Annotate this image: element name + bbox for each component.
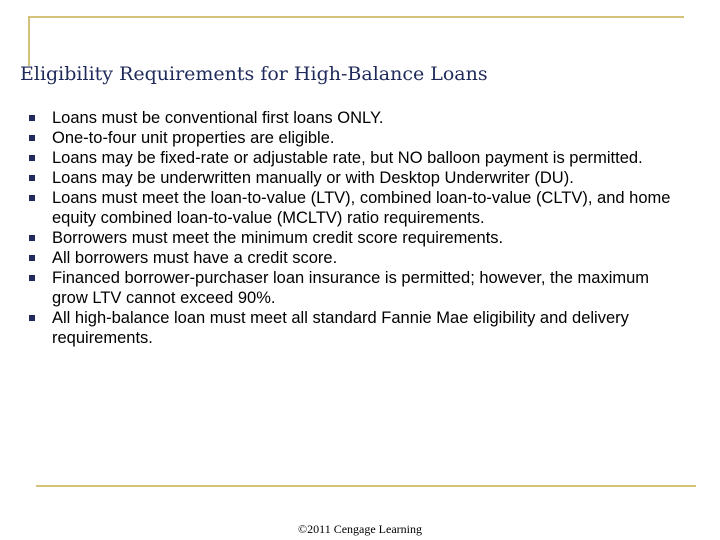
square-bullet-icon [29, 155, 35, 161]
list-item [24, 308, 684, 348]
list-item [24, 228, 684, 248]
decorative-top-rule [28, 16, 684, 18]
list-item [24, 108, 684, 128]
list-item [24, 148, 684, 168]
square-bullet-icon [29, 235, 35, 241]
slide-title: Eligibility Requirements for High-Balance Loans [20, 63, 488, 85]
list-item [24, 128, 684, 148]
list-item-text: All borrowers must have a credit score. [52, 249, 338, 267]
square-bullet-icon [29, 255, 35, 261]
list-item [24, 168, 684, 188]
square-bullet-icon [29, 315, 35, 321]
square-bullet-icon [29, 115, 35, 121]
list-item [24, 248, 684, 268]
square-bullet-icon [29, 135, 35, 141]
decorative-bottom-rule [36, 485, 696, 487]
square-bullet-icon [29, 195, 35, 201]
list-item-text: Loans may be underwritten manually or with Desktop Underwriter (DU). [52, 169, 574, 187]
list-item-text: All high-balance loan must meet all standard Fannie Mae eligibility and delivery requirements. [52, 309, 629, 347]
list-item-text: One-to-four unit properties are eligible. [52, 129, 335, 147]
list-item-text: Loans must be conventional first loans ONLY. [52, 109, 384, 127]
list-item [24, 268, 684, 308]
copyright-footer: ©2011 Cengage Learning [298, 522, 422, 536]
square-bullet-icon [29, 275, 35, 281]
square-bullet-icon [29, 175, 35, 181]
list-item-text: Borrowers must meet the minimum credit score requirements. [52, 229, 504, 247]
list-item-text: Loans must meet the loan-to-value (LTV), combined loan-to-value (CLTV), and home equity combined loan-to-value (MCLTV) ratio requirements. [52, 189, 671, 227]
list-item-text: Financed borrower-purchaser loan insurance is permitted; however, the maximum grow LTV cannot exceed 90%. [52, 269, 650, 307]
decorative-left-rule [28, 16, 30, 66]
bullet-list [24, 108, 684, 348]
list-item [24, 188, 684, 228]
list-item-text: Loans may be fixed-rate or adjustable rate, but NO balloon payment is permitted. [52, 149, 643, 167]
